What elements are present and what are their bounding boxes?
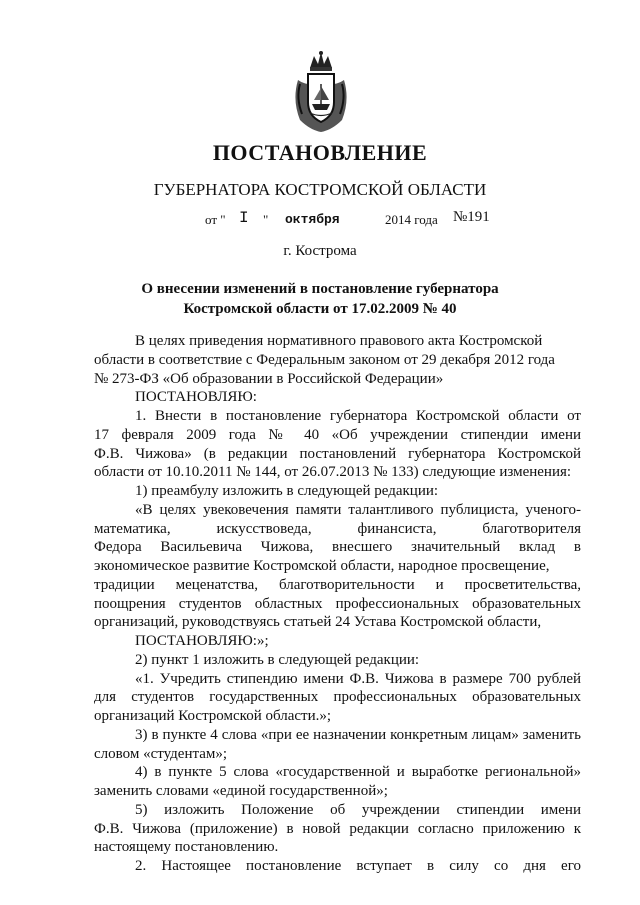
body-line: В целях приведения нормативного правового акта Костромской	[135, 333, 543, 349]
subject-line-1: О внесении изменений в постановление губернатора	[141, 281, 499, 297]
body-line: поощрения студентов областных профессиональных образовательных	[94, 596, 581, 612]
body-line: Ф.В. Чижова (приложение) в новой редакции согласно приложению к	[94, 821, 581, 837]
document-title: ПОСТАНОВЛЕНИЕ	[212, 140, 428, 165]
body-line: Ф.В. Чижова» (в редакции постановлений губернатора Костромской	[94, 446, 581, 462]
body-line: 2) пункт 1 изложить в следующей редакции:	[135, 652, 420, 668]
body-line: математика, искусствоведа, финансиста, благотворителя	[94, 521, 581, 537]
coat-of-arms-emblem	[290, 50, 352, 134]
body-line: 17 февраля 2009 года № 40 «Об учреждении стипендии имени	[94, 427, 581, 443]
document-number: №191	[453, 209, 490, 225]
issuing-authority: ГУБЕРНАТОРА КОСТРОМСКОЙ ОБЛАСТИ	[153, 180, 487, 199]
body-line: настоящему постановлению.	[94, 839, 279, 855]
body-line: ПОСТАНОВЛЯЮ:	[135, 389, 257, 405]
city: г. Кострома	[283, 243, 357, 259]
body-line: № 273-ФЗ «Об образовании в Российской Федерации»	[94, 371, 444, 387]
body-line: для студентов государственных профессиональных образовательных	[94, 689, 581, 705]
subject-heading	[0, 279, 640, 319]
body-line: традиции меценатства, благотворительности и просветительства,	[94, 577, 581, 593]
body-line: словом «студентам»;	[94, 746, 228, 762]
body-line: экономическое развитие Костромской области, народное просвещение,	[94, 558, 550, 574]
body-line: «1. Учредить стипендию имени Ф.В. Чижова в размере 700 рублей	[135, 671, 581, 687]
subject-line-2: Костромской области от 17.02.2009 № 40	[183, 301, 457, 317]
body-line: 5) изложить Положение об учреждении стипендии имени	[135, 802, 581, 818]
body-line: заменить словами «единой государственной»;	[94, 783, 388, 799]
body-line: ПОСТАНОВЛЯЮ:»;	[135, 633, 269, 649]
body-line: организаций, руководствуясь статьей 24 Устава Костромской области,	[94, 614, 542, 630]
body-line: области в соответствие с Федеральным законом от 29 декабря 2012 года	[94, 352, 555, 368]
body-line: организаций Костромской области.»;	[94, 708, 332, 724]
body-line: 2. Настоящее постановление вступает в силу со дня его	[135, 858, 581, 874]
date-year: 2014 года	[385, 212, 438, 227]
date-quote: "	[263, 212, 269, 227]
body-line: Федора Васильевича Чижова, внесшего значительный вклад в	[94, 539, 581, 555]
date-prefix: от "	[205, 212, 226, 227]
body-line: 4) в пункте 5 слова «государственной и выработке региональной»	[135, 764, 581, 780]
date-day: I	[239, 209, 249, 227]
body-line: 1) преамбулу изложить в следующей редакции:	[135, 483, 439, 499]
body-line: 1. Внести в постановление губернатора Костромской области от	[135, 408, 581, 424]
body-line: «В целях увековечения памяти талантливого публициста, ученого-	[135, 502, 581, 518]
date-month: октября	[285, 212, 340, 227]
body-line: 3) в пункте 4 слова «при ее назначении конкретным лицам» заменить	[135, 727, 581, 743]
body-line: области от 10.10.2011 № 144, от 26.07.2013 № 133) следующие изменения:	[94, 464, 572, 480]
date-line	[0, 209, 640, 232]
